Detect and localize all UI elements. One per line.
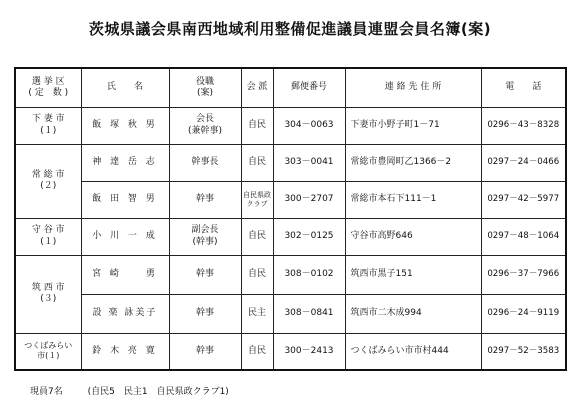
member-party: 自民 <box>241 107 273 144</box>
member-count: 現員7名 <box>30 387 63 397</box>
district-cell: 常 総 市 (２) <box>15 144 81 218</box>
header-name: 氏 名 <box>81 68 169 107</box>
table-row <box>15 218 566 255</box>
member-party-line: 自民県政 <box>243 191 271 200</box>
member-role: 幹事 <box>169 294 241 333</box>
member-address: 筑西市黒子151 <box>345 255 481 294</box>
document-title: 茨城県議会県南西地域利用整備促進議員連盟会員名簿(案) <box>88 20 492 38</box>
member-address: 常総市豊岡町乙1366－2 <box>345 144 481 181</box>
member-name: 小 川 一 成 <box>81 218 169 255</box>
table-row <box>15 181 566 218</box>
member-name: 飯 田 智 男 <box>81 181 169 218</box>
member-tel: 0297－42－5977 <box>481 181 566 218</box>
district-cell: 守 谷 市 (１) <box>15 218 81 255</box>
district-cell: 筑 西 市 (３) <box>15 255 81 333</box>
table-row <box>15 294 566 333</box>
member-role: 幹事 <box>169 255 241 294</box>
district-cell: 下 妻 市 (１) <box>15 107 81 144</box>
header-address: 連 絡 先 住 所 <box>345 68 481 107</box>
member-tel: 0296－43－8328 <box>481 107 566 144</box>
district-cell: つくばみらい 市(１) <box>15 333 81 370</box>
table-row <box>15 255 566 294</box>
member-name: 飯 塚 秋 男 <box>81 107 169 144</box>
member-address: 守谷市高野646 <box>345 218 481 255</box>
table-row <box>15 333 566 370</box>
header-district: 選 挙 区 ( 定 数 ) <box>15 68 81 107</box>
member-postal: 303－0041 <box>273 144 345 181</box>
member-name: 鈴 木 亮 寛 <box>81 333 169 370</box>
member-role: 幹事 <box>169 181 241 218</box>
member-role: 幹事 <box>169 333 241 370</box>
member-name: 神 達 岳 志 <box>81 144 169 181</box>
member-tel: 0296－37－7966 <box>481 255 566 294</box>
member-role: 幹事長 <box>169 144 241 181</box>
member-party: 民主 <box>241 294 273 333</box>
member-postal: 308－0102 <box>273 255 345 294</box>
member-party <box>241 181 273 218</box>
member-summary <box>30 384 251 397</box>
member-tel: 0297－48－1064 <box>481 218 566 255</box>
member-tel: 0297－52－3583 <box>481 333 566 370</box>
header-party: 会 派 <box>241 68 273 107</box>
member-role: 副会長 (幹事) <box>169 218 241 255</box>
member-postal: 302－0125 <box>273 218 345 255</box>
member-address: 筑西市二木成994 <box>345 294 481 333</box>
table-row <box>15 144 566 181</box>
member-postal: 300－2413 <box>273 333 345 370</box>
member-party: 自民 <box>241 218 273 255</box>
member-tel: 0297－24－0466 <box>481 144 566 181</box>
member-name: 設 楽 詠美子 <box>81 294 169 333</box>
member-postal: 300－2707 <box>273 181 345 218</box>
header-postal: 郵便番号 <box>273 68 345 107</box>
header-row <box>15 68 566 107</box>
member-party: 自民 <box>241 144 273 181</box>
header-tel: 電 話 <box>481 68 566 107</box>
table-row <box>15 107 566 144</box>
member-postal: 304－0063 <box>273 107 345 144</box>
member-party: 自民 <box>241 333 273 370</box>
header-role: 役職 (案) <box>169 68 241 107</box>
member-party-line: クラブ <box>246 199 268 208</box>
member-name: 宮 崎 勇 <box>81 255 169 294</box>
member-postal: 308－0841 <box>273 294 345 333</box>
member-address: 下妻市小野子町1－71 <box>345 107 481 144</box>
party-breakdown: (自民5 民主1 自民県政クラブ1) <box>87 387 229 397</box>
member-address: 常総市本石下111－1 <box>345 181 481 218</box>
member-address: つくばみらい市市村444 <box>345 333 481 370</box>
member-party: 自民 <box>241 255 273 294</box>
member-table <box>14 67 567 371</box>
member-role: 会長 (兼幹事) <box>169 107 241 144</box>
member-tel: 0296－24－9119 <box>481 294 566 333</box>
